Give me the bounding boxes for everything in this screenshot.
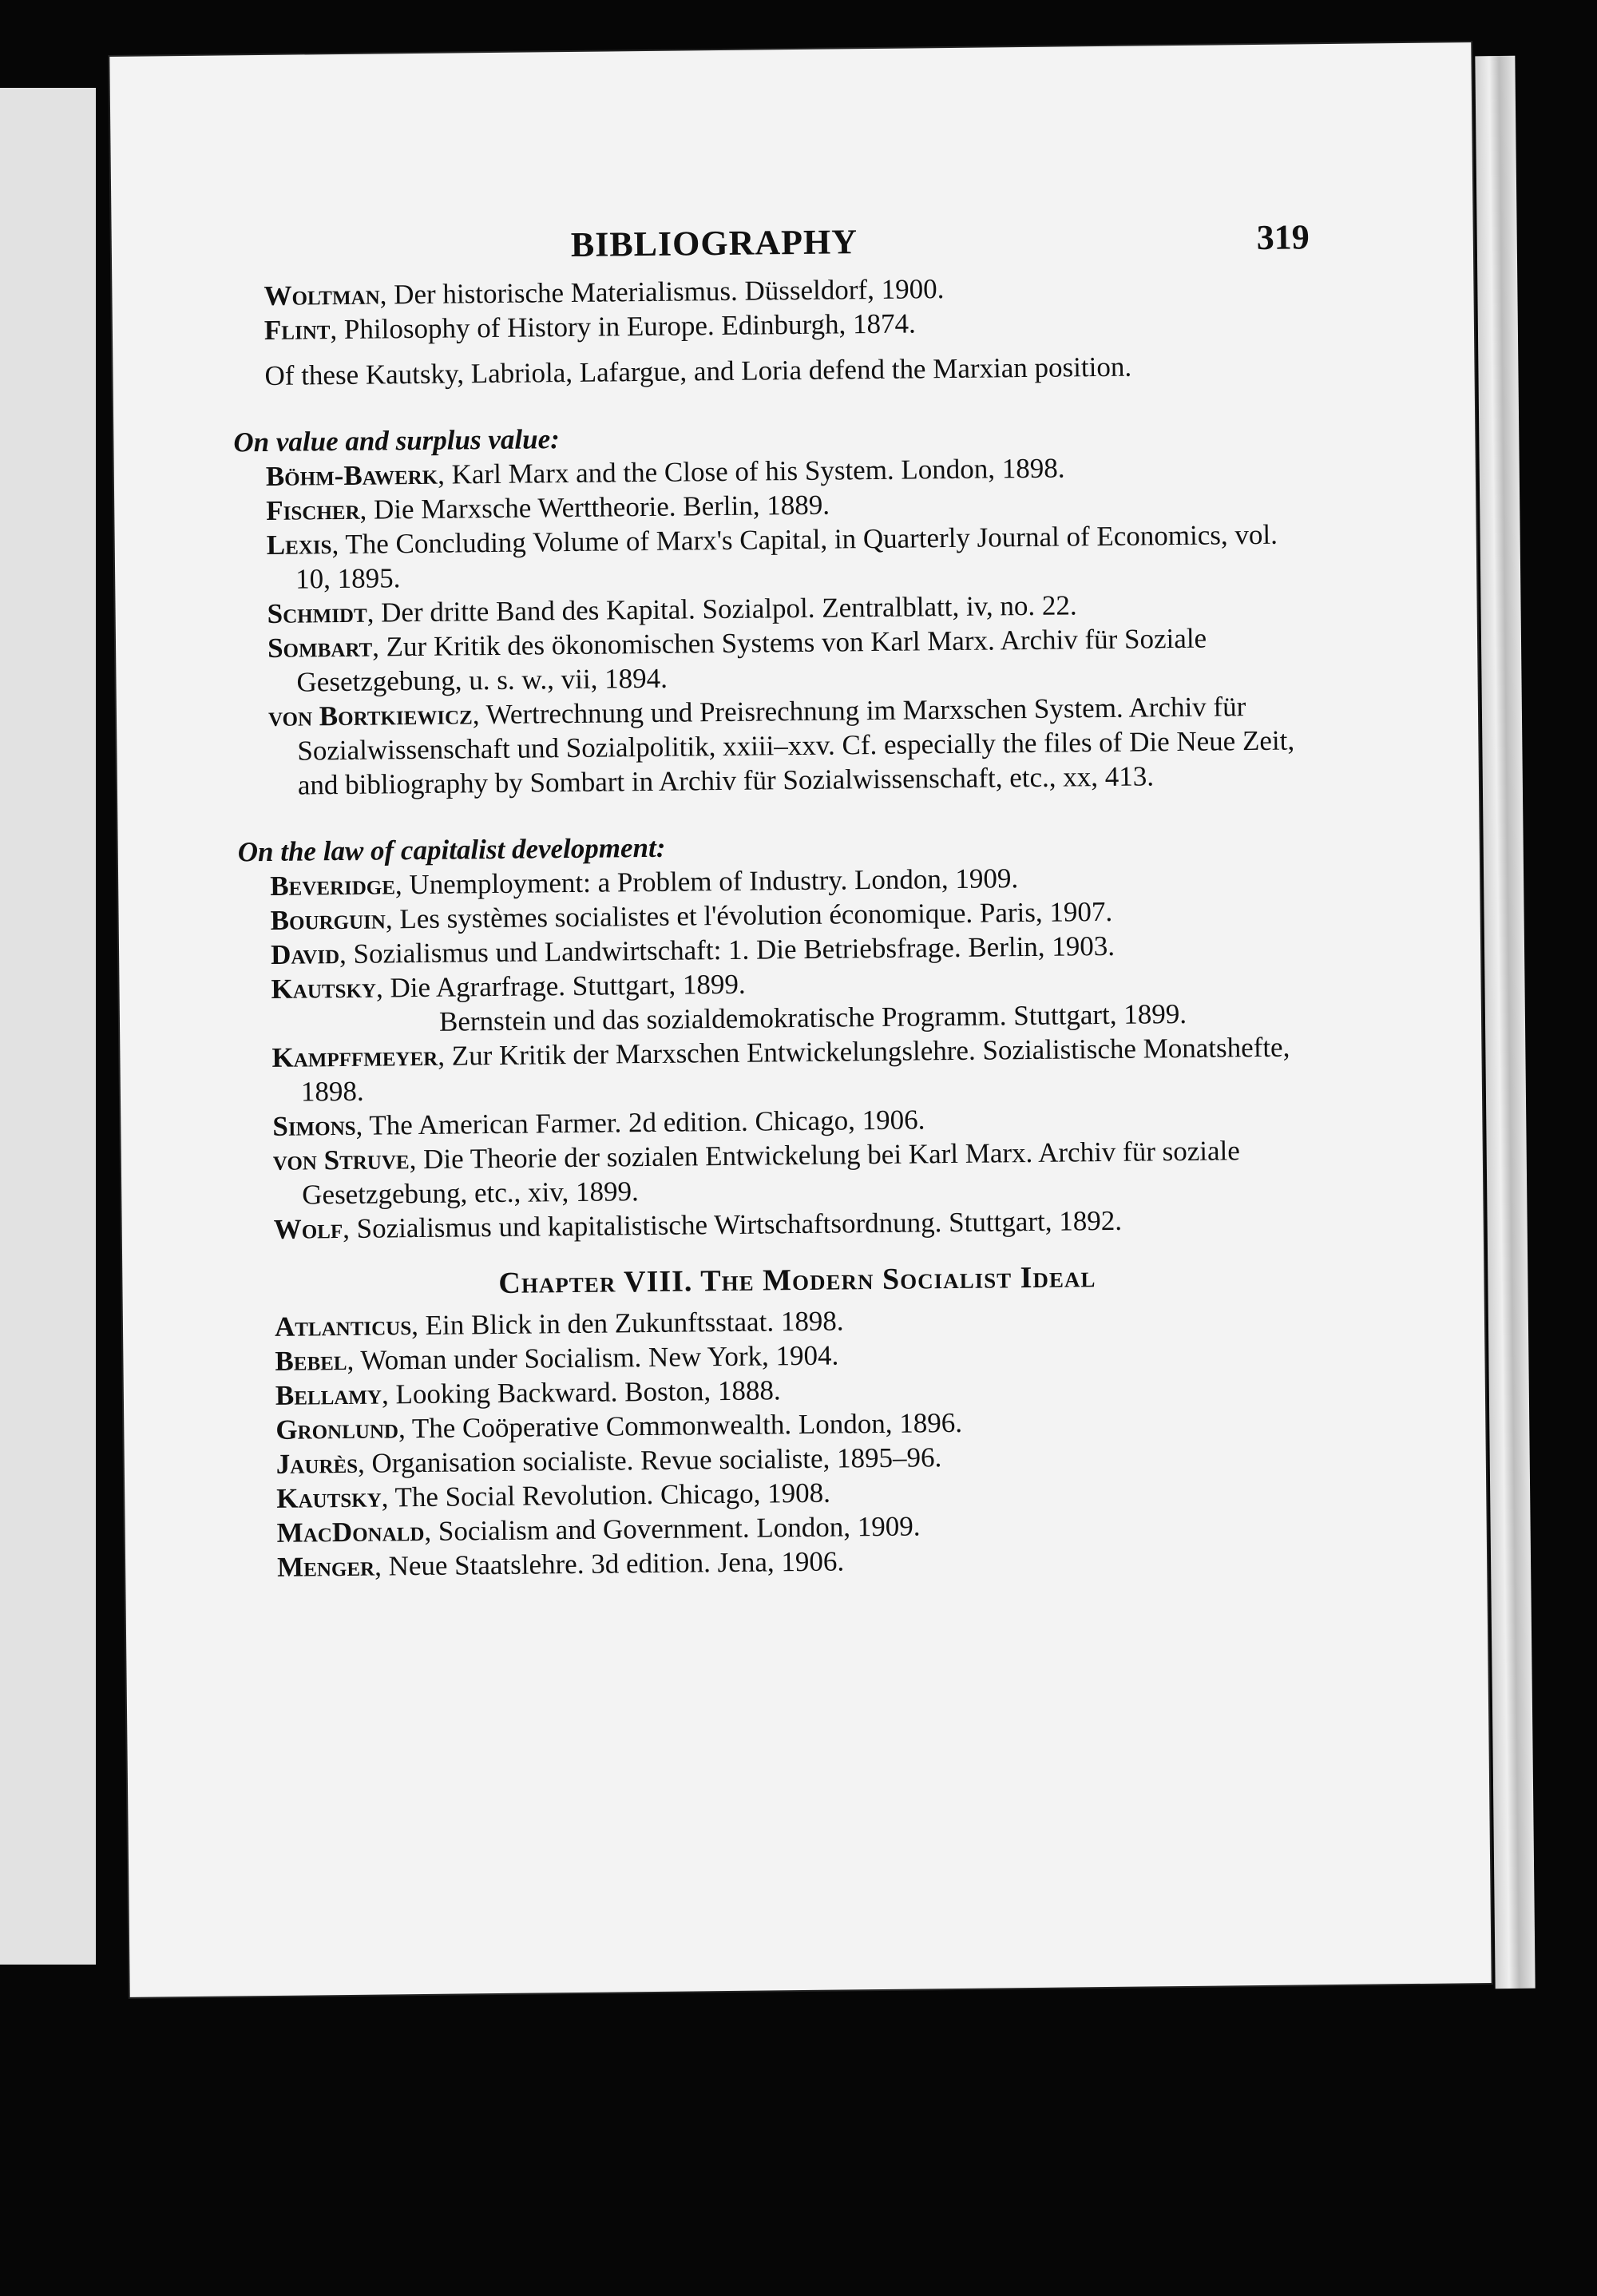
entry-author: Menger xyxy=(276,1550,375,1583)
entry-text: , The American Farmer. 2d edition. Chicago, 1906. xyxy=(355,1104,925,1141)
entry-text: , Zur Kritik des ökonomischen Systems von Karl Marx. Archiv für Soziale Gesetzgebung, u. s. w., vii, 1894. xyxy=(296,622,1207,698)
entry-text: , Philosophy of History in Europe. Edinburgh, 1874. xyxy=(330,307,916,346)
entry-text: , Ein Blick in den Zukunftsstaat. 1898. xyxy=(410,1305,844,1342)
entry-author: Simons xyxy=(272,1109,356,1142)
bibliography-entry xyxy=(268,688,1315,803)
entry-author: von Bortkiewicz xyxy=(267,699,473,732)
entry-text: , Les systèmes socialistes et l'évolution économique. Paris, 1907. xyxy=(385,895,1113,935)
entry-text: Bernstein und das sozialdemokratische Programm. Stuttgart, 1899. xyxy=(438,997,1187,1037)
entry-author: Gronlund xyxy=(275,1413,399,1445)
entry-text: , Karl Marx and the Close of his System. London, 1898. xyxy=(437,452,1065,490)
section-heading-value: On value and surplus value: xyxy=(233,423,560,458)
entry-text: , Wertrechnung und Preisrechnung im Marxschen System. Archiv für Sozialwissenschaft und Sozialpolitik, xxiii–xxv. Cf. especially the files of Die Neue Zeit, and bibliography by Sombart in Archiv für Sozialwissenschaft, etc., xx, 413. xyxy=(297,691,1295,801)
bibliography-entry xyxy=(267,517,1314,597)
note-paragraph: Of these Kautsky, Labriola, Lafargue, and Loria defend the Marxian position. xyxy=(264,351,1132,391)
entry-text: , The Coöperative Commonwealth. London, 1896. xyxy=(398,1406,963,1445)
entry-author: Schmidt xyxy=(267,597,367,629)
entry-text: , Unemployment: a Problem of Industry. London, 1909. xyxy=(394,862,1019,901)
entry-author: Jaurès xyxy=(275,1447,359,1480)
entry-author: David xyxy=(270,938,340,970)
page-title: BIBLIOGRAPHY xyxy=(570,222,858,264)
entry-text: , The Social Revolution. Chicago, 1908. xyxy=(381,1477,831,1513)
entry-text: , Der dritte Band des Kapital. Sozialpol. Zentralblatt, iv, no. 22. xyxy=(367,589,1077,629)
page-text xyxy=(233,217,1324,1584)
entry-text: , Die Marxsche Werttheorie. Berlin, 1889. xyxy=(359,489,830,525)
entry-author: Kautsky xyxy=(276,1481,382,1514)
bibliography-entry xyxy=(271,1029,1318,1109)
entry-text: , Woman under Socialism. New York, 1904. xyxy=(347,1339,839,1376)
bibliography-entry xyxy=(267,620,1314,700)
entry-author: Böhm-Bawerk xyxy=(265,458,438,492)
entry-text: , Die Theorie der sozialen Entwickelung bei Karl Marx. Archiv für soziale Gesetzgebung, etc., xiv, 1899. xyxy=(302,1135,1240,1211)
entry-author: Atlanticus xyxy=(274,1310,412,1342)
entry-author: Kampffmeyer xyxy=(271,1040,438,1073)
entry-author: Lexis xyxy=(266,529,332,561)
entry-author: Bellamy xyxy=(275,1378,382,1411)
entry-author: Kautsky xyxy=(271,972,377,1005)
entry-text: , Sozialismus und kapitalistische Wirtschaftsordnung. Stuttgart, 1892. xyxy=(342,1204,1123,1245)
facing-page-edge xyxy=(0,88,96,1965)
chapter-entries xyxy=(275,1299,1324,1584)
entry-text: , Looking Backward. Boston, 1888. xyxy=(381,1374,781,1410)
entry-text: , Der historische Materialismus. Düsseldorf, 1900. xyxy=(379,273,945,311)
bibliography-entry xyxy=(273,1132,1320,1212)
intro-entries xyxy=(264,268,1310,347)
page-number: 319 xyxy=(1256,217,1310,257)
entry-text: , Neue Staatslehre. 3d edition. Jena, 1906. xyxy=(374,1545,845,1582)
entry-text: , Die Agrarfrage. Stuttgart, 1899. xyxy=(375,968,746,1004)
entry-author: Fischer xyxy=(266,494,360,526)
entry-author: Bebel xyxy=(275,1344,347,1377)
section-heading-law: On the law of capitalist development: xyxy=(237,831,666,868)
book-page xyxy=(109,42,1491,1997)
entry-author: Wolf xyxy=(273,1213,343,1245)
entry-text: , Organisation socialiste. Revue socialiste, 1895–96. xyxy=(357,1441,942,1479)
section-value-entries xyxy=(266,448,1315,803)
entry-author: MacDonald xyxy=(276,1515,425,1549)
entry-text: , Zur Kritik der Marxschen Entwickelungslehre. Sozialistische Monatshefte, 1898. xyxy=(300,1031,1290,1108)
entry-text: , The Concluding Volume of Marx's Capital, in Quarterly Journal of Economics, vol. 10, 1895. xyxy=(295,518,1278,595)
entry-author: Bourguin xyxy=(270,903,386,936)
entry-author: von Struve xyxy=(272,1144,410,1176)
entry-author: Sombart xyxy=(267,631,373,664)
entry-text: , Socialism and Government. London, 1909. xyxy=(424,1510,921,1547)
entry-author: Woltman xyxy=(264,279,380,311)
chapter-heading: Chapter VIII. The Modern Socialist Ideal xyxy=(498,1260,1096,1300)
entry-author: Beveridge xyxy=(270,869,396,902)
section-law-entries xyxy=(270,858,1320,1247)
entry-text: , Sozialismus und Landwirtschaft: 1. Die Betriebsfrage. Berlin, 1903. xyxy=(339,930,1116,970)
entry-author: Flint xyxy=(264,314,331,346)
